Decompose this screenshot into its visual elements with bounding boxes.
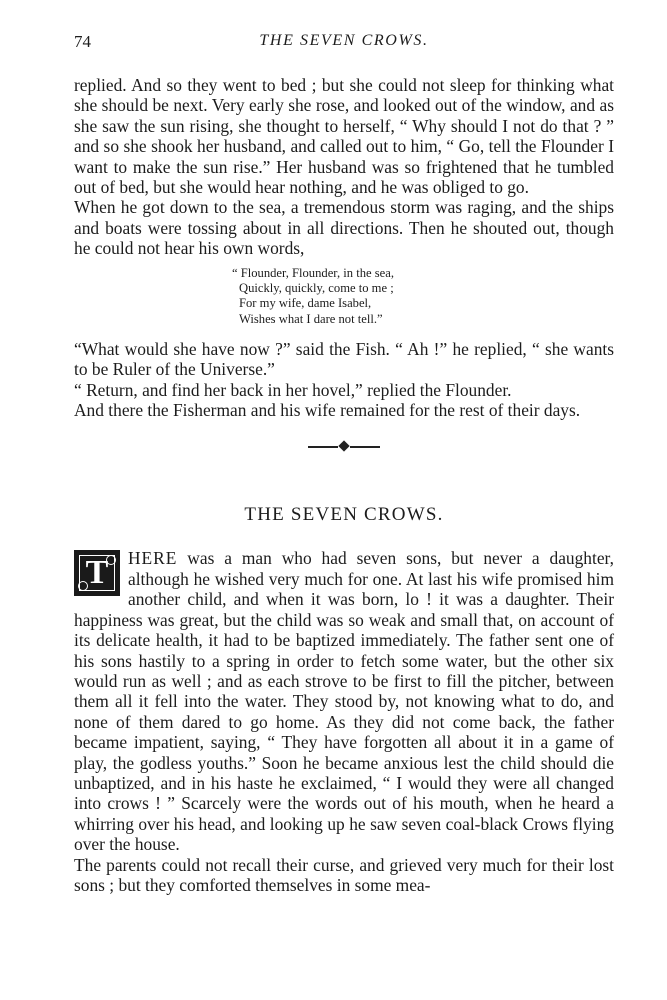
paragraph: The parents could not recall their curse, and grieved very much for their lost sons ; but they comforted themselves in some mea- xyxy=(74,854,614,895)
book-page xyxy=(74,30,614,895)
verse-line: Wishes what I dare not tell.” xyxy=(239,311,383,326)
paragraph: When he got down to the sea, a tremendous storm was raging, and the ships and boats were tossing about in all directions. Then he shouted out, though he could not hear his own words, xyxy=(74,197,614,259)
paragraph: “ Return, and find her back in her hovel,” replied the Flounder. xyxy=(74,379,512,400)
story-body xyxy=(74,548,614,895)
verse-line: “ Flounder, Flounder, in the sea, xyxy=(232,265,394,280)
paragraph: And there the Fisherman and his wife remained for the rest of their days. xyxy=(74,400,581,421)
page-number: 74 xyxy=(74,32,91,51)
paragraph xyxy=(74,548,614,854)
paragraph-text: was a man who had seven sons, but never a daughter, although he wished very much for one. At last his wife promised him another child, and when it was born, lo ! it was a daughter. Their happiness was great, but the child was so weak and small that, on account of its delicate health, it had to be baptized immediately. The father sent one of his sons hastily to a spring in order to fetch some water, but the other six would run as well ; and as each strove to be first to fill the pitcher, between them all it fell into the water. They stood by, not knowing what to do, and none of them dared to go home. As they did not come back, the father became impatient, saying, “ They have forgotten all about it in a game of play, the godless youths.” Soon he became anxious lest the child should die unbaptized, and in his haste he exclaimed, “ I would they were all changed into crows ! ” Scarcely were the words out of his mouth, when he heard a whirring over his head, and looking up he saw seven coal-black Crows flying over the house. xyxy=(74,548,614,855)
verse-line: Quickly, quickly, come to me ; xyxy=(239,280,394,295)
running-head: THE SEVEN CROWS. xyxy=(259,32,429,49)
section-divider-ornament xyxy=(308,442,380,452)
paragraph: “What would she have now ?” said the Fish. “ Ah !” he replied, “ she wants to be Ruler of the Universe.” xyxy=(74,338,614,380)
story-title: THE SEVEN CROWS. xyxy=(244,504,444,526)
verse xyxy=(232,266,614,327)
drop-cap-initial: T xyxy=(74,550,120,596)
previous-story-ending xyxy=(74,75,614,420)
page-header xyxy=(74,30,614,54)
paragraph: replied. And so they went to bed ; but she could not sleep for thinking what she should be next. Very early she rose, and looked out of the window, and as she saw the sun rising, she thought to herself, “ Why should I not do that ? ” and so she shook her husband, and called out to him, “ Go, tell the Flounder I want to make the sun rise.” Her husband was so frightened that he tumbled out of bed, but she would hear nothing, and he was obliged to go. xyxy=(74,75,614,198)
first-word: HERE xyxy=(128,548,178,569)
verse-line: For my wife, dame Isabel, xyxy=(239,296,372,311)
